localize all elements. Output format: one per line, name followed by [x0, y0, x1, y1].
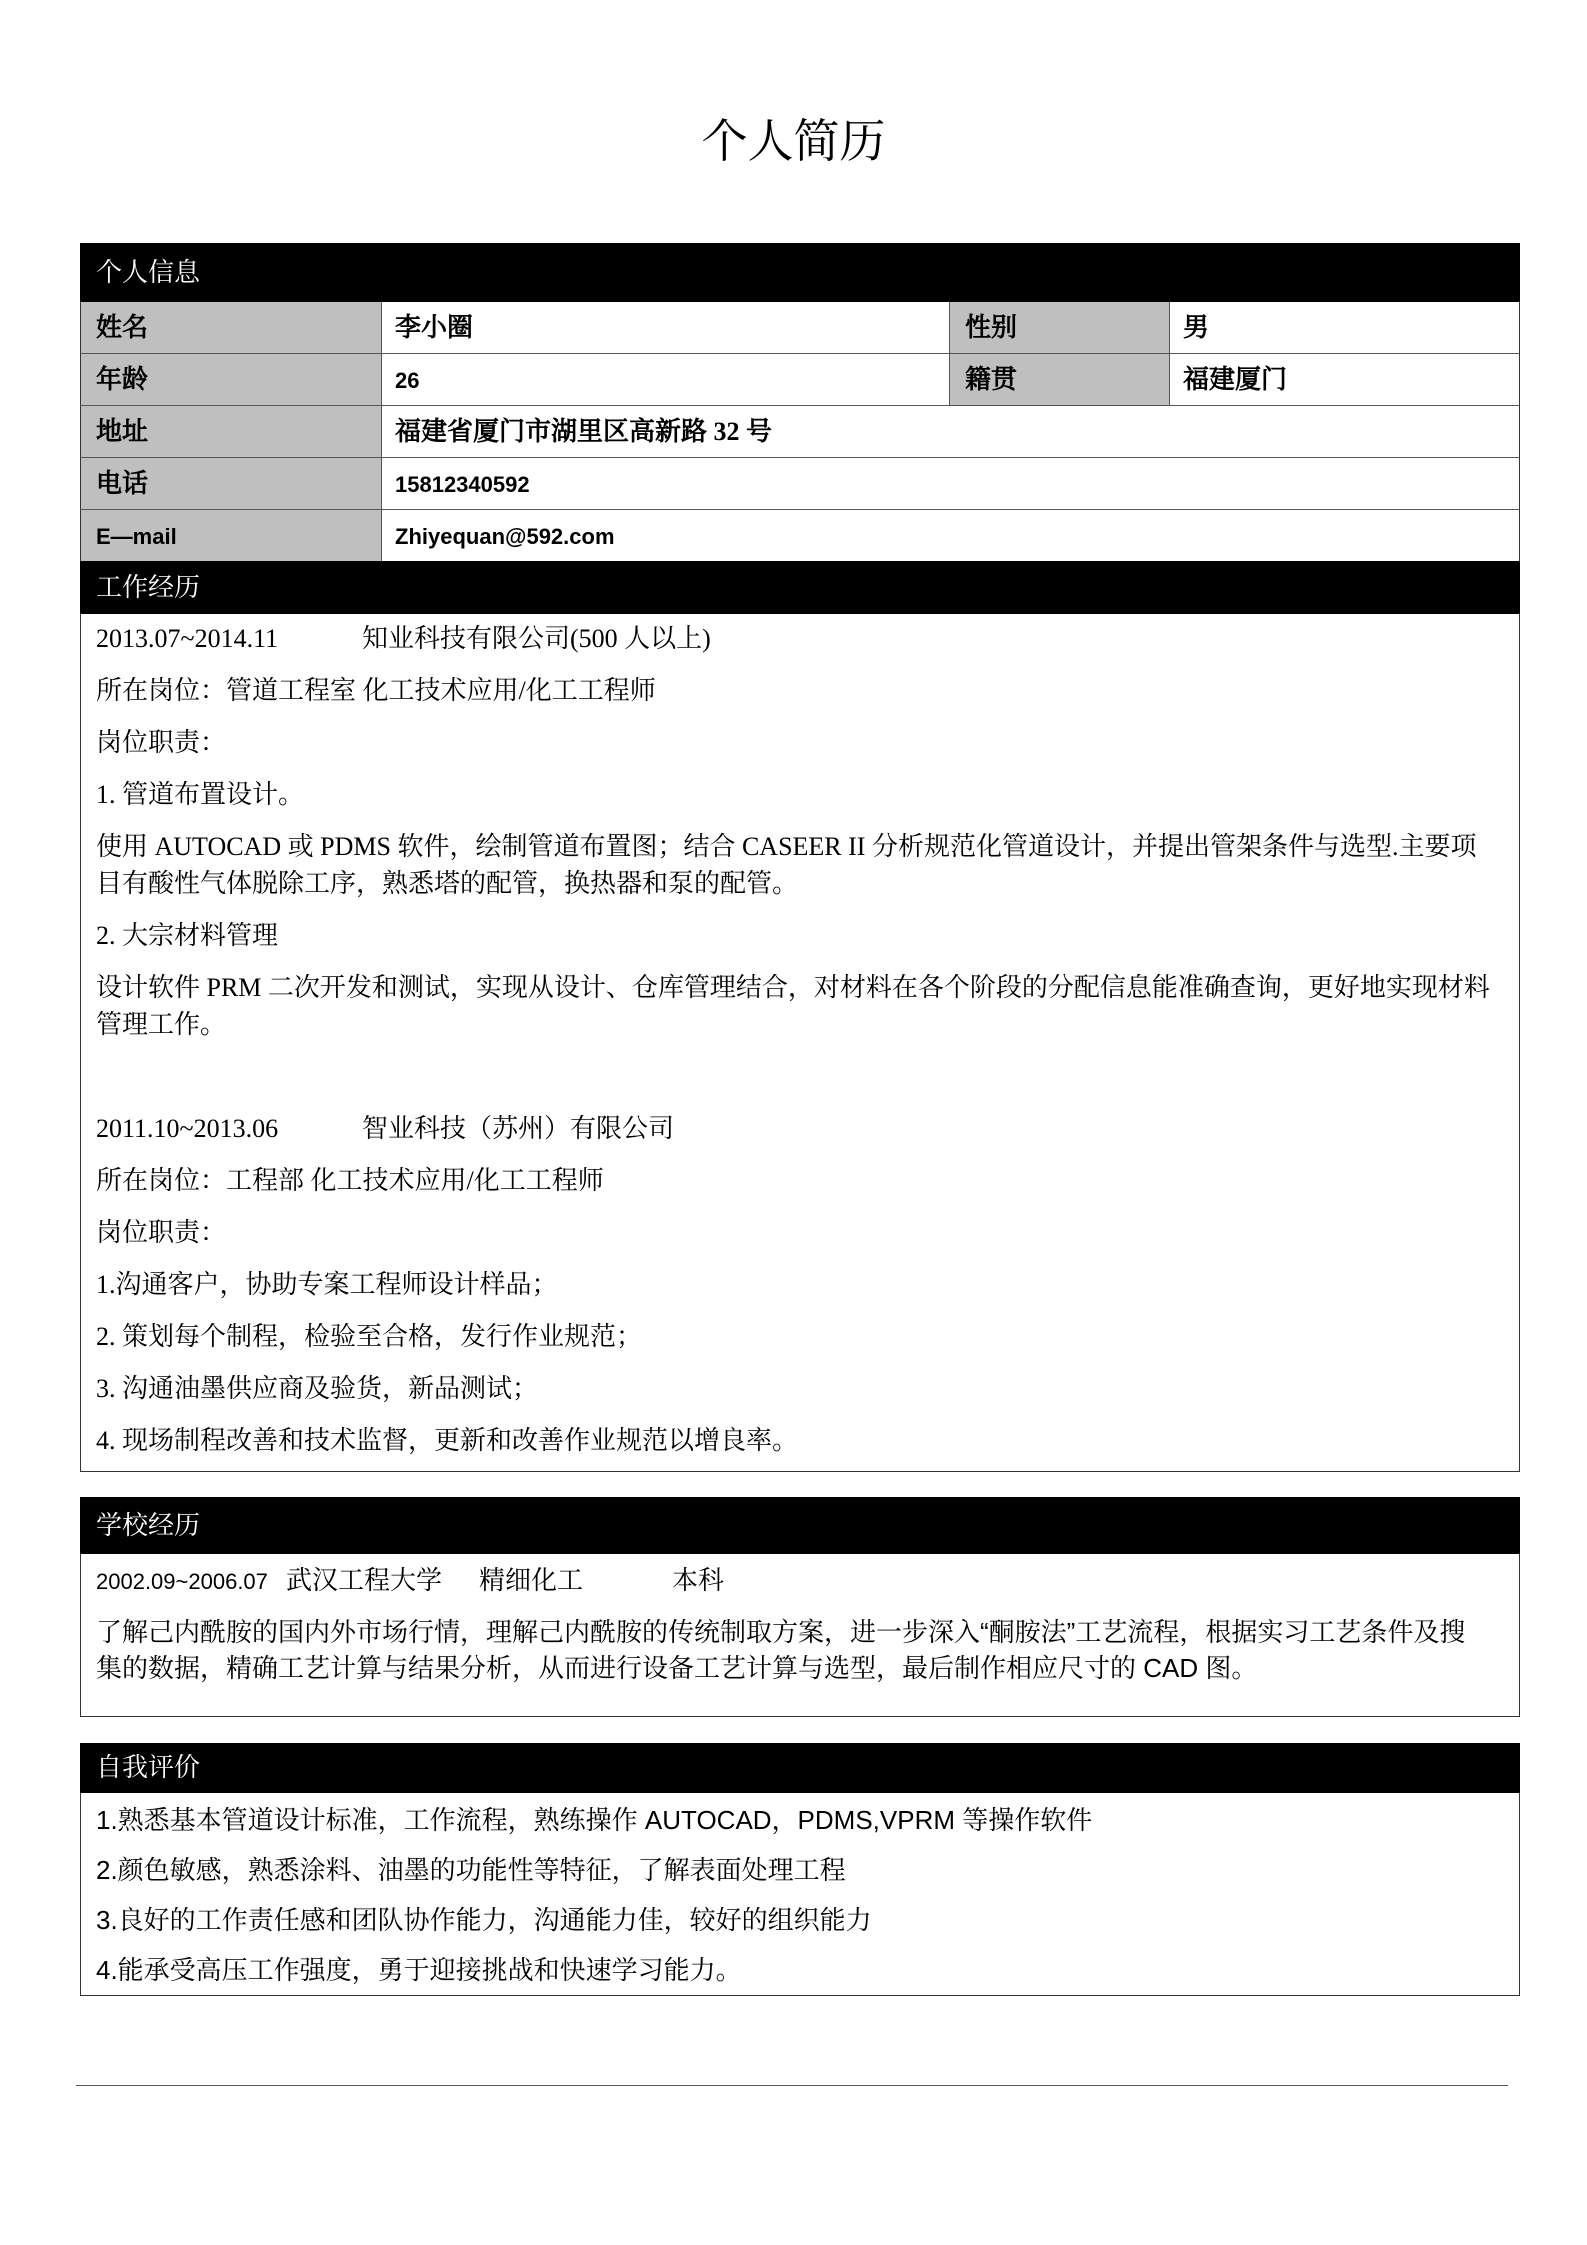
education-section — [80, 1497, 1520, 1717]
education-school: 武汉工程大学 — [286, 1565, 443, 1595]
job-1-company: 知业科技有限公司(500 人以上) — [362, 624, 711, 653]
email-label — [81, 510, 382, 561]
info-row-phone — [80, 458, 1520, 510]
self-evaluation-heading: 自我评价 — [80, 1743, 1520, 1793]
name-label: 姓名 — [81, 302, 382, 353]
age-label: 年龄 — [81, 354, 382, 405]
job-2-duty-4: 4. 现场制程改善和技术监督，更新和改善作业规范以增良率。 — [96, 1426, 799, 1455]
address-label: 地址 — [81, 406, 382, 457]
work-experience-body — [80, 614, 1520, 1472]
info-row-address — [80, 406, 1520, 458]
job-2-duty-2: 2. 策划每个制程，检验至合格，发行作业规范； — [96, 1322, 643, 1351]
name-value: 李小圈 — [382, 302, 950, 353]
age-value — [382, 354, 950, 405]
info-row-age — [80, 354, 1520, 406]
job-2-header — [96, 1110, 1495, 1147]
age-text: 26 — [395, 368, 420, 393]
education-summary-line — [96, 1562, 1489, 1600]
self-evaluation-item-2: 2.颜色敏感，熟悉涂料、油墨的功能性等特征，了解表面处理工程 — [96, 1855, 846, 1885]
self-evaluation-section — [80, 1743, 1520, 1996]
work-experience-section — [80, 561, 1520, 1472]
education-heading: 学校经历 — [80, 1497, 1520, 1554]
info-row-email — [80, 510, 1520, 562]
email-label-text: E—mail — [96, 524, 177, 549]
footer-divider — [76, 2085, 1508, 2086]
hometown-value: 福建厦门 — [1170, 354, 1519, 405]
gender-value: 男 — [1170, 302, 1519, 353]
job-2-duty-1: 1.沟通客户，协助专案工程师设计样品； — [96, 1270, 558, 1299]
job-1-duty-4: 设计软件 PRM 二次开发和测试，实现从设计、仓库管理结合，对材料在各个阶段的分配信息能准确查询，更好地实现材料管理工作。 — [96, 973, 1490, 1039]
personal-info-section — [80, 243, 1520, 562]
job-1-position: 所在岗位：管道工程室 化工技术应用/化工工程师 — [96, 676, 656, 705]
work-experience-heading: 工作经历 — [80, 561, 1520, 614]
job-1-period: 2013.07~2014.11 — [96, 624, 279, 653]
email-text: Zhiyequan@592.com — [395, 524, 615, 549]
phone-text: 15812340592 — [395, 472, 530, 497]
job-2-duties-label: 岗位职责： — [96, 1218, 227, 1247]
job-2-period: 2011.10~2013.06 — [96, 1114, 279, 1143]
hometown-label: 籍贯 — [950, 354, 1170, 405]
job-1-duties-label: 岗位职责： — [96, 728, 227, 757]
email-value — [382, 510, 1519, 561]
job-2-duty-3: 3. 沟通油墨供应商及验货，新品测试； — [96, 1374, 539, 1403]
phone-value — [382, 458, 1519, 509]
phone-label: 电话 — [81, 458, 382, 509]
job-1-duty-2: 使用 AUTOCAD 或 PDMS 软件，绘制管道布置图；结合 CASEER II 分析规范化管道设计，并提出管架条件与选型.主要项目有酸性气体脱除工序，熟悉塔的配管，换热器和泵的配管。 — [96, 832, 1477, 898]
education-degree: 本科 — [672, 1565, 725, 1595]
job-2-company: 智业科技（苏州）有限公司 — [362, 1114, 675, 1143]
job-1-duty-3: 2. 大宗材料管理 — [96, 921, 279, 950]
address-value: 福建省厦门市湖里区高新路 32 号 — [382, 406, 1519, 457]
education-period: 2002.09~2006.07 — [96, 1569, 268, 1594]
self-evaluation-item-1: 1.熟悉基本管道设计标准，工作流程，熟练操作 AUTOCAD，PDMS,VPRM 等操作软件 — [96, 1805, 1093, 1835]
job-1-duty-1: 1. 管道布置设计。 — [96, 780, 305, 809]
education-description: 了解己内酰胺的国内外市场行情，理解己内酰胺的传统制取方案，进一步深入“酮胺法”工艺流程，根据实习工艺条件及搜集的数据，精确工艺计算与结果分析，从而进行设备工艺计算与选型，最后制作相应尺寸的 CAD 图。 — [96, 1617, 1466, 1683]
job-spacer — [96, 1058, 1495, 1110]
education-body — [80, 1554, 1520, 1717]
self-evaluation-body — [80, 1793, 1520, 1996]
education-major: 精细化工 — [479, 1565, 584, 1595]
self-evaluation-item-3: 3.良好的工作责任感和团队协作能力，沟通能力佳，较好的组织能力 — [96, 1905, 872, 1935]
self-evaluation-item-4: 4.能承受高压工作强度，勇于迎接挑战和快速学习能力。 — [96, 1955, 742, 1985]
info-row-name — [80, 302, 1520, 354]
gender-label: 性别 — [950, 302, 1170, 353]
page-title: 个人简历 — [701, 116, 886, 167]
job-2-position: 所在岗位：工程部 化工技术应用/化工工程师 — [96, 1166, 604, 1195]
personal-info-heading: 个人信息 — [80, 243, 1520, 302]
job-1-header — [96, 620, 1495, 657]
